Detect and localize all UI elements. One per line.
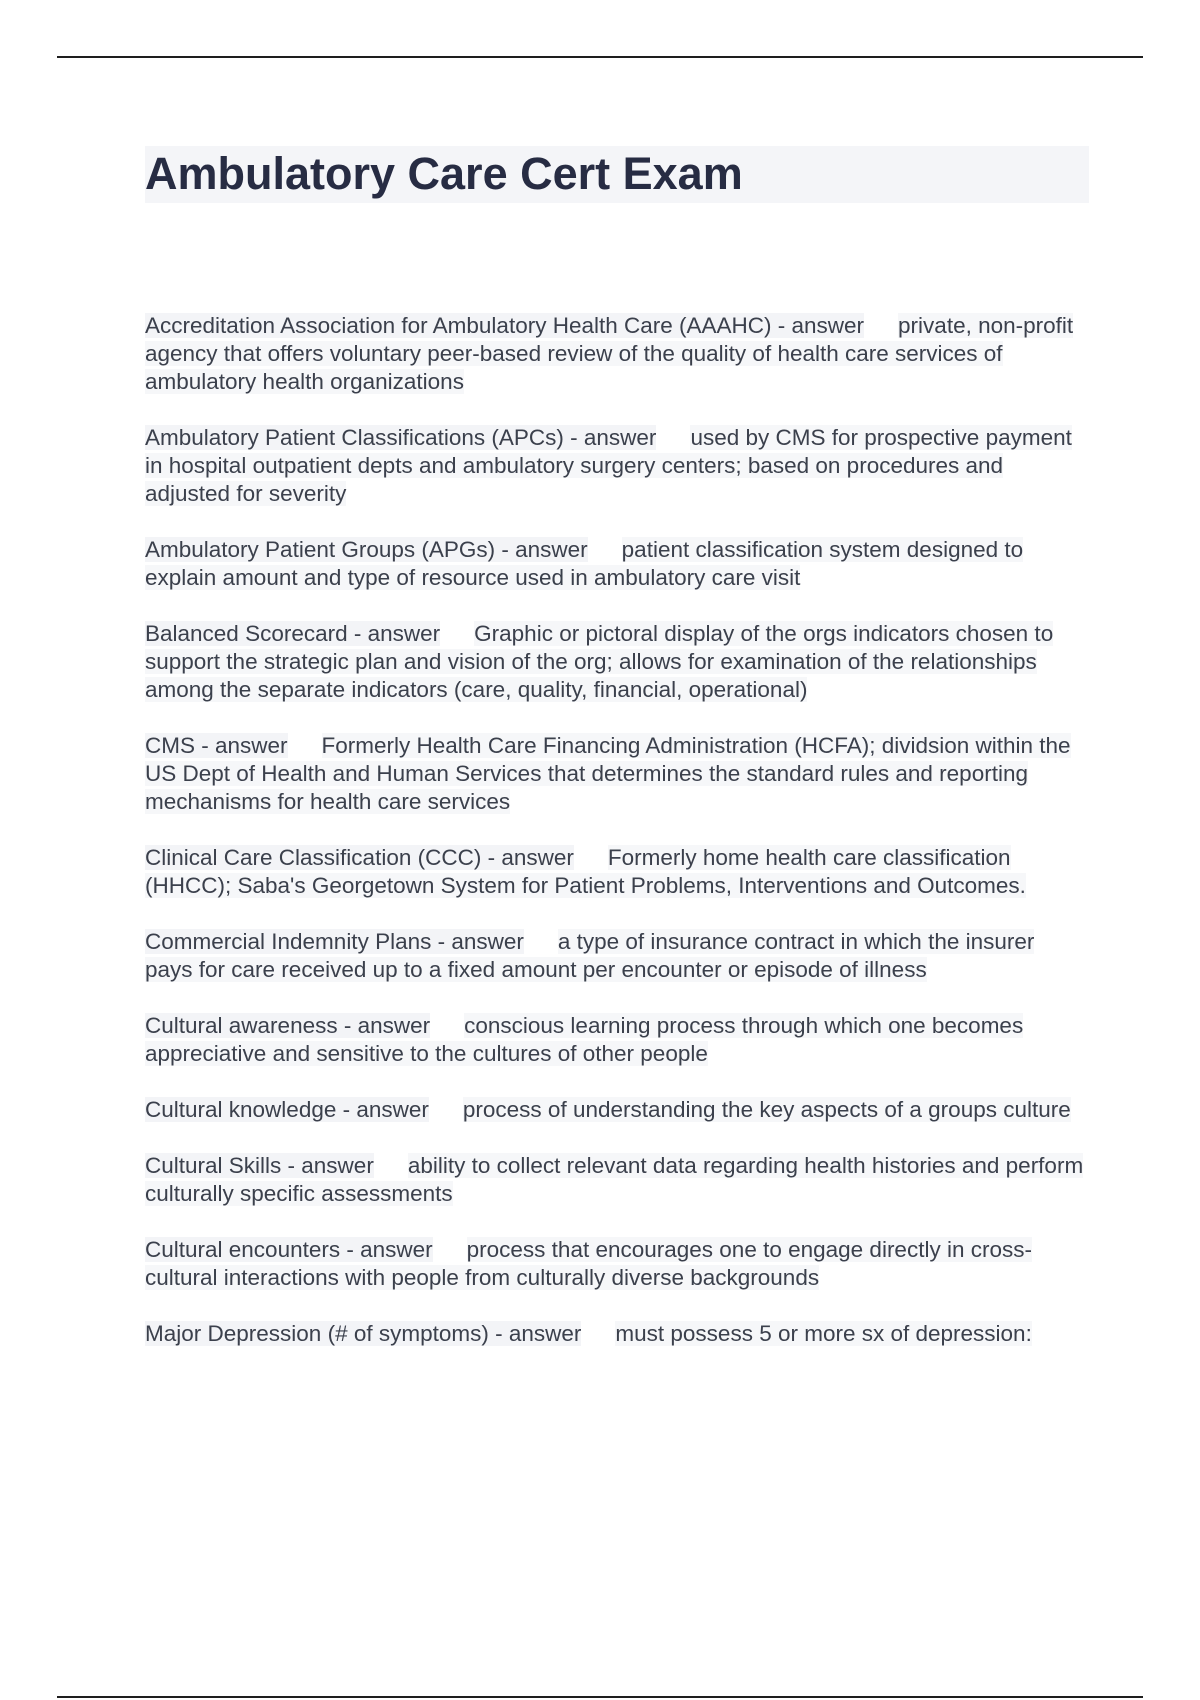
entry-term: Cultural knowledge - answer [145, 1097, 429, 1122]
entry-term: Clinical Care Classification (CCC) - answer [145, 845, 574, 870]
flashcard-entry [145, 928, 1085, 984]
flashcard-entry [145, 1012, 1085, 1068]
entry-definition: conscious learning process through which one becomes appreciative and sensitive to the cultures of other people [145, 1013, 1024, 1066]
flashcard-entry [145, 844, 1085, 900]
entry-term: CMS - answer [145, 733, 288, 758]
entry-definition: Formerly home health care classification (HHCC); Saba's Georgetown System for Patient Problems, Interventions and Outcomes. [145, 845, 1026, 898]
flashcard-entry [145, 536, 1085, 592]
entry-term: Ambulatory Patient Classifications (APCs) - answer [145, 425, 657, 450]
entry-term: Balanced Scorecard - answer [145, 621, 441, 646]
flashcard-entry [145, 1320, 1085, 1348]
entry-definition: process that encourages one to engage directly in cross-cultural interactions with people from culturally diverse backgrounds [145, 1237, 1032, 1290]
entry-definition: private, non-profit agency that offers voluntary peer-based review of the quality of health care services of ambulatory health organizations [145, 313, 1074, 394]
flashcard-entry [145, 424, 1085, 508]
entry-definition: ability to collect relevant data regarding health histories and perform culturally specific assessments [145, 1153, 1084, 1206]
flashcard-entry [145, 732, 1085, 816]
entry-term: Cultural encounters - answer [145, 1237, 433, 1262]
entry-term: Cultural awareness - answer [145, 1013, 431, 1038]
entry-term: Accreditation Association for Ambulatory Health Care (AAAHC) - answer [145, 313, 865, 338]
entry-definition: a type of insurance contract in which the insurer pays for care received up to a fixed amount per encounter or episode of illness [145, 929, 1035, 982]
entry-term: Major Depression (# of symptoms) - answer [145, 1321, 582, 1346]
entry-term: Ambulatory Patient Groups (APGs) - answer [145, 537, 588, 562]
flashcard-list [145, 312, 1085, 1376]
header-rule [57, 56, 1143, 58]
flashcard-entry [145, 620, 1085, 704]
entry-term: Commercial Indemnity Plans - answer [145, 929, 524, 954]
entry-definition: Formerly Health Care Financing Administration (HCFA); dividsion within the US Dept of Health and Human Services that determines the standard rules and reporting mechanisms for health care services [145, 733, 1071, 814]
flashcard-entry [145, 1152, 1085, 1208]
entry-term: Cultural Skills - answer [145, 1153, 374, 1178]
flashcard-entry [145, 1236, 1085, 1292]
entry-definition: used by CMS for prospective payment in hospital outpatient depts and ambulatory surgery centers; based on procedures and adjusted for severity [145, 425, 1072, 506]
entry-definition: process of understanding the key aspects of a groups culture [462, 1097, 1071, 1122]
entry-definition: must possess 5 or more sx of depression: [615, 1321, 1032, 1346]
flashcard-entry [145, 312, 1085, 396]
entry-definition: patient classification system designed to explain amount and type of resource used in ambulatory care visit [145, 537, 1024, 590]
footer-rule [57, 1696, 1143, 1698]
entry-definition: Graphic or pictoral display of the orgs indicators chosen to support the strategic plan and vision of the org; allows for examination of the relationships among the separate indicators (care, quality, financial, operational) [145, 621, 1054, 702]
flashcard-entry [145, 1096, 1085, 1124]
document-title: Ambulatory Care Cert Exam [145, 148, 743, 199]
